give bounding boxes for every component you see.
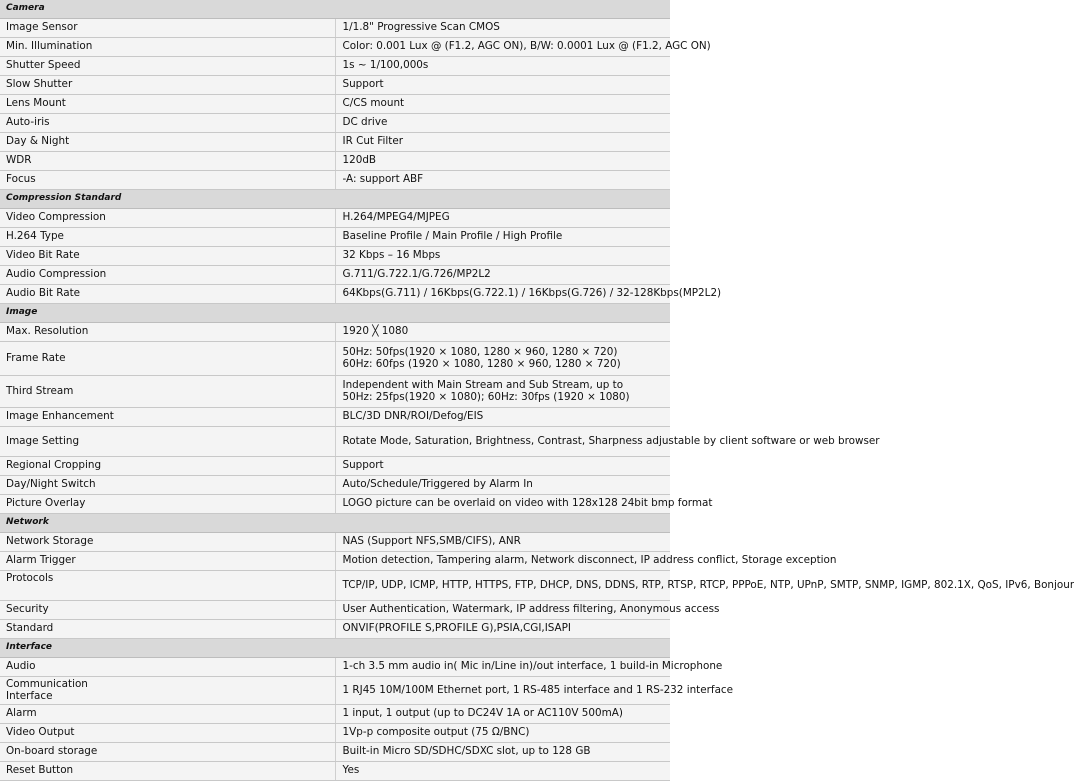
spec-label: Alarm (0, 705, 335, 724)
section-compression-header: Compression Standard (0, 190, 670, 209)
spec-label: Audio (0, 658, 335, 677)
table-row (0, 743, 670, 762)
table-row (0, 376, 670, 408)
table-row (0, 601, 670, 620)
spec-label: Day/Night Switch (0, 476, 335, 495)
table-row (0, 476, 670, 495)
spec-label: Focus (0, 171, 335, 190)
spec-label: Image Sensor (0, 19, 335, 38)
table-row (0, 620, 670, 639)
table-row (0, 533, 670, 552)
table-row (0, 19, 670, 38)
spec-value: Auto/Schedule/Triggered by Alarm In (335, 476, 670, 495)
spec-value: 64Kbps(G.711) / 16Kbps(G.722.1) / 16Kbps(G.726) / 32-128Kbps(MP2L2) (335, 285, 670, 304)
table-row (0, 76, 670, 95)
spec-label: Protocols (0, 571, 335, 601)
spec-value: User Authentication, Watermark, IP address filtering, Anonymous access (335, 601, 670, 620)
spec-value: BLC/3D DNR/ROI/Defog/EIS (335, 408, 670, 427)
spec-label: Max. Resolution (0, 323, 335, 342)
spec-value: 1-ch 3.5 mm audio in( Mic in/Line in)/out interface, 1 build-in Microphone (335, 658, 670, 677)
spec-value: LOGO picture can be overlaid on video with 128x128 24bit bmp format (335, 495, 670, 514)
section-image-header: Image (0, 304, 670, 323)
table-row (0, 95, 670, 114)
spec-value: 32 Kbps – 16 Mbps (335, 247, 670, 266)
spec-label: Third Stream (0, 376, 335, 408)
spec-value: Support (335, 76, 670, 95)
spec-value: -A: support ABF (335, 171, 670, 190)
comm-label-line-1: Communication (6, 677, 88, 690)
spec-label: Regional Cropping (0, 457, 335, 476)
table-row (0, 457, 670, 476)
table-row (0, 495, 670, 514)
spec-value: 1920 ╳ 1080 (335, 323, 670, 342)
spec-label: Audio Compression (0, 266, 335, 285)
table-row (0, 114, 670, 133)
table-row (0, 57, 670, 76)
spec-value: Baseline Profile / Main Profile / High Profile (335, 228, 670, 247)
spec-value: DC drive (335, 114, 670, 133)
table-row (0, 342, 670, 376)
spec-label: Auto-iris (0, 114, 335, 133)
spec-label: Alarm Trigger (0, 552, 335, 571)
table-row (0, 677, 670, 705)
spec-value: Color: 0.001 Lux @ (F1.2, AGC ON), B/W: 0.0001 Lux @ (F1.2, AGC ON) (335, 38, 670, 57)
spec-value (335, 342, 670, 376)
table-row (0, 133, 670, 152)
spec-value: 1/1.8" Progressive Scan CMOS (335, 19, 670, 38)
spec-label: Day & Night (0, 133, 335, 152)
table-row (0, 209, 670, 228)
spec-label: Frame Rate (0, 342, 335, 376)
spec-value: 1 input, 1 output (up to DC24V 1A or AC110V 500mA) (335, 705, 670, 724)
table-row (0, 724, 670, 743)
spec-label: Lens Mount (0, 95, 335, 114)
frame-rate-line-2: 60Hz: 60fps (1920 × 1080, 1280 × 960, 1280 × 720) (342, 357, 621, 370)
spec-label: Shutter Speed (0, 57, 335, 76)
spec-value: G.711/G.722.1/G.726/MP2L2 (335, 266, 670, 285)
spec-value: C/CS mount (335, 95, 670, 114)
table-row (0, 658, 670, 677)
frame-rate-line-1: 50Hz: 50fps(1920 × 1080, 1280 × 960, 1280 × 720) (342, 345, 618, 358)
spec-label: Image Enhancement (0, 408, 335, 427)
spec-label: Slow Shutter (0, 76, 335, 95)
spec-value: TCP/IP, UDP, ICMP, HTTP, HTTPS, FTP, DHCP, DNS, DDNS, RTP, RTSP, RTCP, PPPoE, NTP, UPnP, SMTP, SNMP, IGMP, 802.1X, QoS, IPv6, Bonjour (335, 571, 670, 601)
table-row (0, 285, 670, 304)
table-row (0, 171, 670, 190)
spec-label: H.264 Type (0, 228, 335, 247)
table-row (0, 408, 670, 427)
table-row (0, 705, 670, 724)
spec-value: Rotate Mode, Saturation, Brightness, Contrast, Sharpness adjustable by client software or web browser (335, 427, 670, 457)
spec-value: Motion detection, Tampering alarm, Network disconnect, IP address conflict, Storage exception (335, 552, 670, 571)
spec-label (0, 677, 335, 705)
third-stream-line-2: 50Hz: 25fps(1920 × 1080); 60Hz: 30fps (1920 × 1080) (342, 390, 630, 403)
spec-value: 120dB (335, 152, 670, 171)
spec-label: Min. Illumination (0, 38, 335, 57)
spec-label: Video Compression (0, 209, 335, 228)
spec-label: Video Bit Rate (0, 247, 335, 266)
spec-label: Audio Bit Rate (0, 285, 335, 304)
section-camera-header: Camera (0, 0, 670, 19)
table-row (0, 152, 670, 171)
table-row (0, 266, 670, 285)
spec-label: Reset Button (0, 762, 335, 781)
table-row (0, 571, 670, 601)
spec-value: Built-in Micro SD/SDHC/SDXC slot, up to 128 GB (335, 743, 670, 762)
spec-label: Security (0, 601, 335, 620)
spec-label: Standard (0, 620, 335, 639)
spec-value: 1Vp-p composite output (75 Ω/BNC) (335, 724, 670, 743)
table-row (0, 38, 670, 57)
spec-label: Network Storage (0, 533, 335, 552)
spec-label: Video Output (0, 724, 335, 743)
spec-label: Picture Overlay (0, 495, 335, 514)
third-stream-line-1: Independent with Main Stream and Sub Stream, up to (342, 378, 624, 391)
spec-value: H.264/MPEG4/MJPEG (335, 209, 670, 228)
table-row (0, 228, 670, 247)
spec-value: IR Cut Filter (335, 133, 670, 152)
spec-value: Yes (335, 762, 670, 781)
comm-label-line-2: Interface (6, 689, 53, 702)
spec-label: Image Setting (0, 427, 335, 457)
table-row (0, 762, 670, 781)
table-row (0, 552, 670, 571)
spec-label: WDR (0, 152, 335, 171)
section-network-header: Network (0, 514, 670, 533)
spec-label: On-board storage (0, 743, 335, 762)
table-row (0, 427, 670, 457)
spec-value: ONVIF(PROFILE S,PROFILE G),PSIA,CGI,ISAPI (335, 620, 670, 639)
table-row (0, 323, 670, 342)
spec-value: NAS (Support NFS,SMB/CIFS), ANR (335, 533, 670, 552)
spec-value (335, 376, 670, 408)
spec-value: Support (335, 457, 670, 476)
section-interface-header: Interface (0, 639, 670, 658)
spec-value: 1s ~ 1/100,000s (335, 57, 670, 76)
spec-value: 1 RJ45 10M/100M Ethernet port, 1 RS-485 interface and 1 RS-232 interface (335, 677, 670, 705)
table-row (0, 247, 670, 266)
